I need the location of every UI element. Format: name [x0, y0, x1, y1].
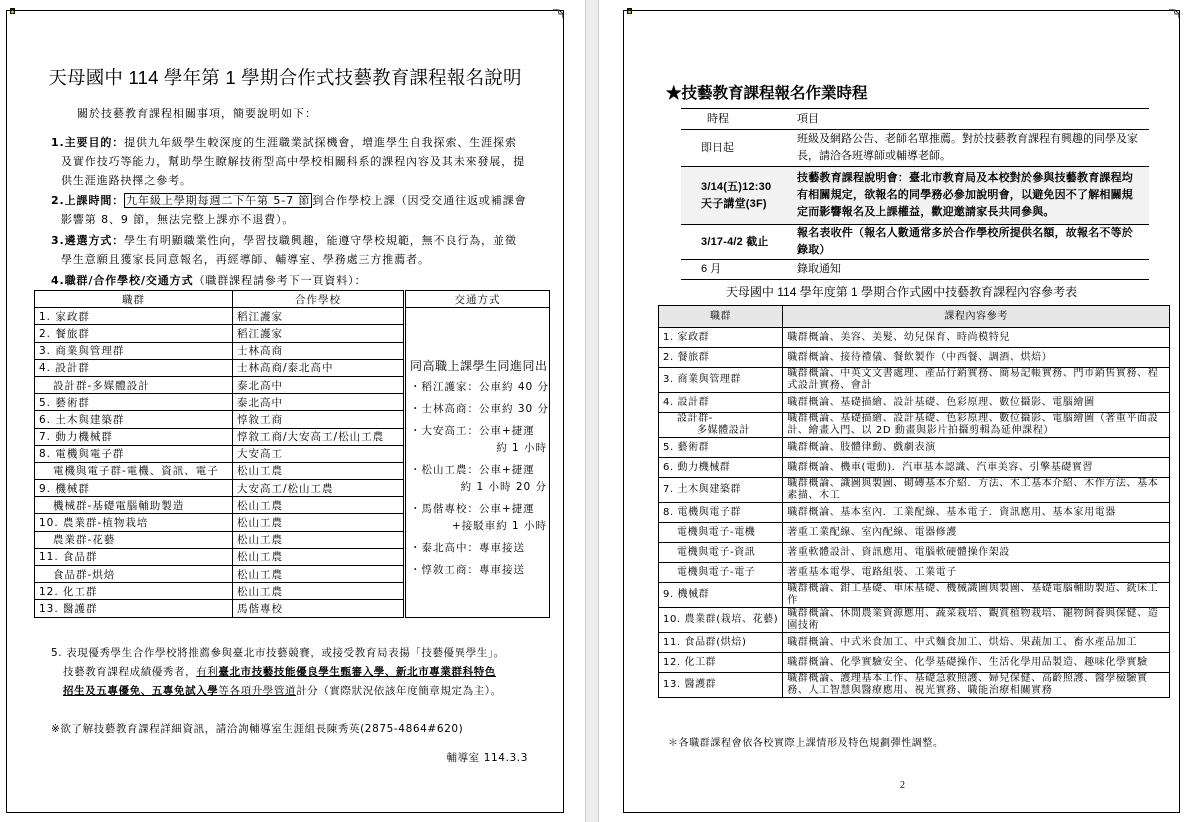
group-cell [659, 368, 783, 393]
transport-item [410, 501, 549, 535]
transport-item [410, 562, 549, 579]
section-heading: 主要目的： [64, 136, 125, 149]
group-text: 電機與電子-資訊 [677, 546, 756, 558]
class-time-highlight: 九年級上學期每週二下午第 5-7 節 [126, 194, 311, 207]
group-text: 2. 餐旅群 [663, 351, 710, 363]
document-page-2 [623, 10, 1180, 813]
schedule-item: 錄取通知 [791, 260, 1149, 280]
group-cell: 5. 藝術群 [35, 394, 233, 411]
content-cell: 職群概論、中英文文書處理、產品行銷實務、簡易記帳實務、門市銷售實務、程式設計實務、會計 [783, 368, 1170, 393]
transport-item [410, 540, 549, 557]
section-text: 提供九年級學生較深度的生涯職業試探機會，增進學生自我探索、生涯探索 [124, 136, 517, 149]
group-text: 電機與電子-電機 [677, 526, 756, 538]
text-span: 計分（實際狀況依該年度簡章規定為主）。 [296, 685, 502, 697]
table-row [659, 413, 1170, 438]
content-cell: 職群概論、接待禮儀、餐飲製作（中西餐、調酒、烘焙） [783, 348, 1170, 368]
group-cell [659, 523, 783, 543]
section-text: （職群課程請參考下一頁資料）： [193, 274, 367, 287]
table-row [659, 633, 1170, 653]
contact-info: ※欲了解技藝教育課程詳細資訊，請洽詢輔導室生涯組長陳秀英(2875-4864#620) [51, 723, 464, 735]
group-cell: 農業群-花藝 [35, 531, 233, 548]
bold-underlined-text: 招生及五專優免、五專免試入學 [63, 685, 219, 697]
intro-text: 關於技藝教育課程相關事項，簡要說明如下： [77, 107, 317, 120]
group-text: 5. 藝術群 [663, 441, 710, 453]
section-text: 5. 表現優秀學生合作學校將推薦參與臺北市技藝競賽，或接受教育局表揚「技藝優異學生」。 [51, 647, 505, 659]
group-cell: 電機與電子群-電機、資訊、電子 [35, 462, 233, 479]
course-content-table [658, 305, 1170, 698]
section-heading: 職群/合作學校/交通方式 [64, 274, 194, 287]
group-cell [659, 393, 783, 413]
content-cell: 著重工業配線、室內配線、電器修護 [783, 523, 1170, 543]
school-cell: 馬偕專校 [233, 600, 405, 617]
school-cell: 松山工農 [233, 462, 405, 479]
group-cell [659, 653, 783, 673]
school-cell: 松山工農 [233, 531, 405, 548]
course-note: ＊各職群課程會依各校實際上課情形及特色規劃彈性調整。 [668, 738, 944, 749]
section-heading: 遴選方式： [64, 234, 125, 247]
registration-schedule-table [681, 108, 1149, 280]
schedule-when-text: 6 月 [701, 263, 722, 275]
school-cell: 松山工農 [233, 497, 405, 514]
schedule-item: 報名表收件（報名人數通常多於合作學校所提供名額，故報名不等於錄取） [791, 225, 1149, 260]
transport-text: ・馬偕專校：公車+捷運 [410, 503, 535, 516]
section-text [51, 663, 561, 682]
group-cell [659, 543, 783, 563]
content-cell: 職群概論、鉗工基礎、車床基礎、機械識圖與製圖、基礎電腦輔助製造、銑床工作 [783, 583, 1170, 608]
group-cell [659, 673, 783, 698]
underlined-text: 等各項升學管道 [218, 685, 297, 697]
school-cell: 松山工農 [233, 566, 405, 583]
school-cell: 泰北高中 [233, 376, 405, 393]
column-header: 交通方式 [405, 291, 550, 308]
group-text: 3. 商業與管理群 [663, 374, 742, 385]
content-cell: 職群概論、基礎描繪、設計基礎、色彩原理、數位攝影、電腦繪圖 [783, 393, 1170, 413]
school-cell: 松山工農 [233, 583, 405, 600]
table-header-row [35, 291, 550, 308]
page-corner-icon [625, 7, 635, 17]
group-cell [659, 608, 783, 633]
group-cell [659, 348, 783, 368]
table-row [659, 673, 1170, 698]
schedule-item: 技藝教育課程說明會：臺北市教育局及本校對於參與技藝教育課程均有相關規定，欲報名的同學務必參加說明會，以避免因不了解相關規定而影響報名及上課權益，歡迎邀請家長共同參與。 [791, 167, 1149, 225]
transport-text: ・大安高工：公車+捷運 [410, 425, 535, 438]
page-fold-icon [553, 8, 563, 18]
group-text: 12. 化工群 [663, 656, 717, 668]
group-cell: 機械群-基礎電腦輔助製造 [35, 497, 233, 514]
transport-text: ・泰北高中：專車接送 [410, 542, 525, 555]
table-row [659, 393, 1170, 413]
transport-cell [405, 308, 550, 617]
section-heading: 上課時間： [64, 194, 125, 207]
group-cell [659, 438, 783, 458]
group-cell [659, 563, 783, 583]
table-header-row [659, 306, 1170, 328]
group-text: 多媒體設計 [697, 425, 750, 436]
page-number: 2 [900, 780, 905, 791]
transport-info [406, 308, 549, 579]
group-cell: 食品群-烘焙 [35, 566, 233, 583]
schedule-row [681, 260, 1149, 280]
content-cell: 職群概論、識圖與製圖、砌磚基本介紹．方法、木工基本介紹、木作方法、基本素描、木工 [783, 478, 1170, 503]
group-cell: 2. 餐旅群 [35, 325, 233, 342]
document-title: 天母國中 114 學年第 1 學期合作式技藝教育課程報名說明 [48, 67, 522, 88]
table-row [659, 523, 1170, 543]
schedule-when-text: 3/17-4/2 截止 [701, 235, 769, 248]
table-row [659, 348, 1170, 368]
schedule-row [681, 225, 1149, 260]
column-header: 時程 [681, 109, 791, 130]
school-cell: 士林高商 [233, 342, 405, 359]
section-number: 3. [51, 234, 65, 247]
section-award [51, 644, 561, 701]
transport-text-cont: 約 1 小時 20 分 [460, 481, 548, 494]
school-cell: 稻江護家 [233, 308, 405, 325]
page-corner-icon [8, 7, 18, 17]
transport-text: ・稻江護家：公車約 40 分 [410, 381, 550, 394]
section-number: 1. [51, 136, 65, 149]
document-page-1 [6, 10, 564, 813]
group-cell [659, 478, 783, 503]
section-text: 及實作技巧等能力，幫助學生瞭解技術型高中學校相關科系的課程內容及其未來發展，提 [61, 155, 526, 168]
section-groups [51, 271, 546, 290]
transport-item [410, 462, 549, 496]
group-cell [659, 413, 783, 438]
table-row [35, 308, 550, 325]
section-text: 影響第 8、9 節，無法完整上課亦不退費）。 [61, 213, 295, 226]
school-cell: 大安高工 [233, 445, 405, 462]
column-header: 課程內容參考 [783, 306, 1170, 328]
content-cell: 著重基本電學、電路組裝、工業電子 [783, 563, 1170, 583]
table-row [659, 583, 1170, 608]
group-cell: 4. 設計群 [35, 359, 233, 376]
group-cell: 12. 化工群 [35, 583, 233, 600]
content-cell: 職群概論、休閒農業資源應用、蔬菜栽培、觀賞植物栽培、寵物飼養與保健、造園技術 [783, 608, 1170, 633]
group-cell [659, 583, 783, 608]
group-cell: 11. 食品群 [35, 548, 233, 565]
school-cell: 士林高商/泰北高中 [233, 359, 405, 376]
group-cell: 10. 農業群-植物栽培 [35, 514, 233, 531]
section-number: 4. [51, 274, 65, 287]
section-number: 2. [51, 194, 65, 207]
group-text: 8. 電機與電子群 [663, 506, 742, 518]
group-cell: 3. 商業與管理群 [35, 342, 233, 359]
group-text: 10. 農業群(栽培、花藝) [663, 614, 779, 625]
schedule-when [681, 260, 791, 280]
group-text: 7. 土木與建築群 [663, 484, 742, 495]
table-row [659, 478, 1170, 503]
school-cell: 惇敘工商 [233, 411, 405, 428]
transport-item [410, 401, 549, 418]
column-header: 職群 [35, 291, 233, 308]
group-text: 11. 食品群(烘焙) [663, 636, 747, 648]
transport-text: ・惇敘工商：專車接送 [410, 564, 525, 577]
schedule-item: 班級及網路公告、老師名單推薦。對於技藝教育課程有興趣的同學及家長，請洽各班導師或輔導老師。 [791, 130, 1149, 167]
table-header-row [681, 109, 1149, 130]
schedule-when [681, 167, 791, 225]
section-text: 到合作學校上課（因受交通往返或補課會 [312, 194, 527, 207]
transport-heading: 同高職上課學生同進同出 [410, 359, 548, 374]
content-cell: 職群概論、美容、美髮、幼兒保育、時尚模特兒 [783, 328, 1170, 348]
school-cell: 惇敘工商/大安高工/松山工農 [233, 428, 405, 445]
transport-item [410, 379, 549, 396]
document-signature-date: 輔導室 114.3.3 [446, 752, 528, 764]
group-text: 設計群- [677, 413, 714, 424]
schedule-when-text: 天子講堂(3F) [701, 197, 767, 210]
transport-text: ・士林高商：公車約 30 分 [410, 403, 550, 416]
transport-text: ・松山工農：公車+捷運 [410, 464, 535, 477]
section-purpose [51, 133, 546, 190]
group-cell [659, 458, 783, 478]
group-text: 9. 機械群 [663, 589, 710, 600]
text-span: 技藝教育課程成績優秀者， [63, 666, 197, 678]
school-cell: 泰北高中 [233, 394, 405, 411]
group-text: 1. 家政群 [663, 331, 710, 343]
group-text: 4. 設計群 [663, 396, 710, 408]
school-cell: 松山工農 [233, 514, 405, 531]
table-row [659, 543, 1170, 563]
content-cell: 職群概論、機車(電動)．汽車基本認識、汽車美容、引擎基礎實習 [783, 458, 1170, 478]
transport-text-cont: 約 1 小時 [496, 442, 548, 455]
schedule-when [681, 130, 791, 167]
content-cell: 職群概論、肢體律動、戲劇表演 [783, 438, 1170, 458]
underlined-text: 有利 [196, 666, 219, 678]
school-cell: 稻江護家 [233, 325, 405, 342]
column-header: 合作學校 [233, 291, 405, 308]
schedule-when-text: 3/14(五)12:30 [701, 180, 772, 193]
transport-text-cont: +接駁車約 1 小時 [451, 520, 548, 533]
table-row [659, 503, 1170, 523]
table-row [659, 608, 1170, 633]
group-text: 電機與電子-電子 [677, 566, 756, 578]
group-cell: 設計群-多媒體設計 [35, 376, 233, 393]
group-cell: 8. 電機與電子群 [35, 445, 233, 462]
schedule-row [681, 167, 1149, 225]
group-cell: 6. 土木與建築群 [35, 411, 233, 428]
schedule-when [681, 225, 791, 260]
table-row [659, 438, 1170, 458]
school-cell: 松山工農 [233, 548, 405, 565]
table-row [659, 328, 1170, 348]
section-selection [51, 231, 546, 269]
content-cell: 職群概論、基本室內．工業配線、基本電子．資訊應用、基本家用電器 [783, 503, 1170, 523]
content-cell: 職群概論、基礎描繪、設計基礎、色彩原理、數位攝影、電腦繪圖（著重平面設計、繪畫入門、以 2D 動畫與影片拍攝剪輯為延伸課程） [783, 413, 1170, 438]
section-text: 供生涯進路抉擇之參考。 [61, 174, 192, 187]
table-row [659, 368, 1170, 393]
table-row [659, 563, 1170, 583]
course-table-caption: 天母國中 114 學年度第 1 學期合作式國中技藝教育課程內容參考表 [725, 285, 1078, 299]
bold-underlined-text: 臺北市技藝技能優良學生甄審入學、新北市專業群科特色 [218, 666, 496, 678]
group-cell: 7. 動力機械群 [35, 428, 233, 445]
schedule-title: ★技藝教育課程報名作業時程 [666, 85, 868, 102]
column-header: 職群 [659, 306, 783, 328]
content-cell: 著重軟體設計、資訊應用、電腦軟硬體操作架設 [783, 543, 1170, 563]
group-text: 13. 醫護群 [663, 679, 717, 690]
page-fold-icon [1169, 8, 1179, 18]
section-schedule [51, 191, 546, 229]
group-cell: 9. 機械群 [35, 480, 233, 497]
content-cell: 職群概論、中式米食加工、中式麵食加工、烘焙、果蔬加工、畜水產品加工 [783, 633, 1170, 653]
section-text [51, 682, 561, 701]
schedule-row [681, 130, 1149, 167]
content-cell: 職群概論、化學實驗安全、化學基礎操作、生活化學用品製造、趣味化學實驗 [783, 653, 1170, 673]
schedule-when-text: 即日起 [701, 141, 734, 154]
group-cell [659, 503, 783, 523]
section-text: 學生有明顯職業性向，學習技職興趣，能遵守學校規範，無不良行為，並徵 [124, 234, 517, 247]
table-row [659, 458, 1170, 478]
school-table [34, 290, 550, 618]
school-cell: 大安高工/松山工農 [233, 480, 405, 497]
column-header: 項目 [791, 109, 1149, 130]
group-cell: 13. 醫護群 [35, 600, 233, 617]
group-cell [659, 633, 783, 653]
group-text: 6. 動力機械群 [663, 461, 731, 473]
section-text: 學生意願且獲家長同意報名，再經導師、輔導室、學務處三方推薦者。 [61, 253, 430, 266]
table-row [659, 653, 1170, 673]
content-cell: 職群概論、護理基本工作、基礎急救照護、婦兒保健、高齡照護、醫學檢驗實務、人工智慧與醫療應用、視光實務、職能治療相關實務 [783, 673, 1170, 698]
page-gutter [585, 0, 599, 822]
group-cell [659, 328, 783, 348]
transport-item [410, 423, 549, 457]
group-cell: 1. 家政群 [35, 308, 233, 325]
